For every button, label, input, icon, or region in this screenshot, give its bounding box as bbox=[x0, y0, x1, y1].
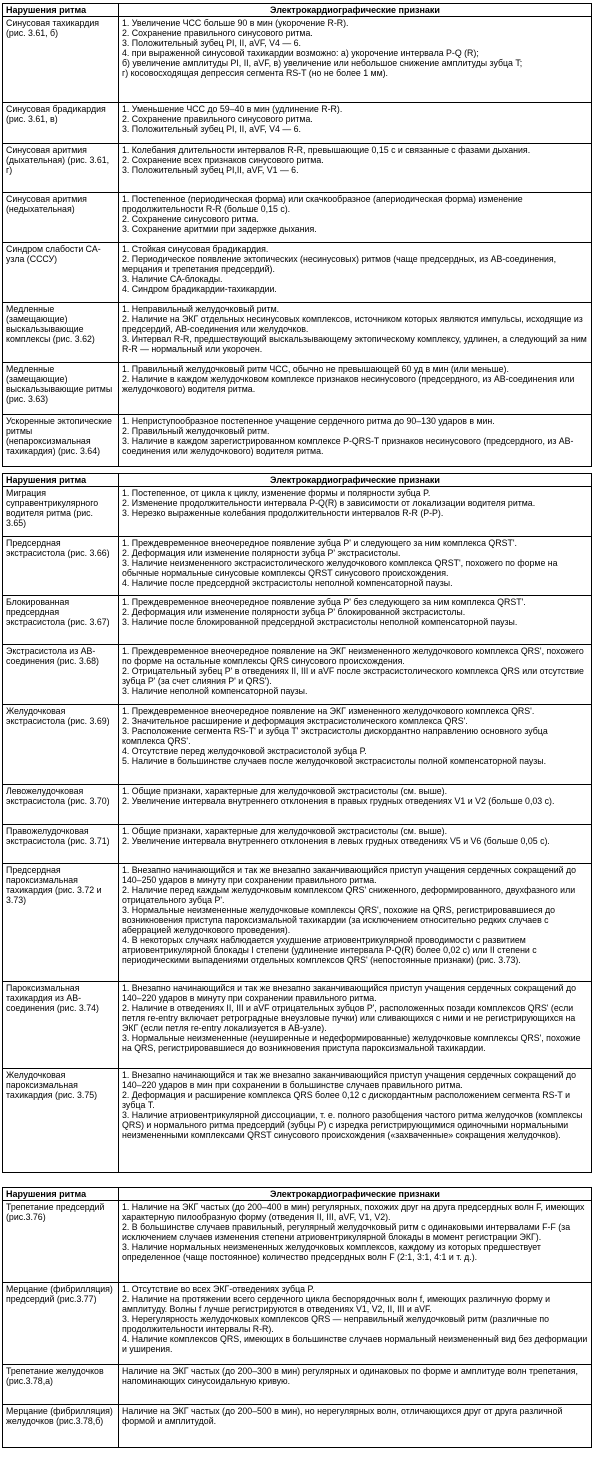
table-row bbox=[3, 825, 592, 864]
ecg-signs bbox=[119, 705, 592, 785]
sign-line: 1. Постепенное (периодическая форма) или скачкообразное (апериодическая форма) изменение продолжительности R-R (больше 0,15 с). bbox=[122, 194, 523, 215]
sign-line: 1. Неприступообразное постепенное учащение сердечного ритма до 90–130 ударов в мин. bbox=[122, 416, 495, 427]
rhythm-name: Синусовая тахикардия (рис. 3.61, б) bbox=[3, 17, 119, 103]
sign-line: 2. Сохранение всех признаков синусового ритма. bbox=[122, 155, 324, 166]
sign-line: 2. Правильный желудочковый ритм. bbox=[122, 426, 270, 437]
sign-line: 2. Периодическое появление эктопических (несинусовых) ритмов (чаще предсердных, из АВ-соединения, мерцания и трепетания предсердий). bbox=[122, 254, 557, 275]
ecg-signs bbox=[119, 415, 592, 467]
sign-line: 3. Нормальные неизмененные желудочковые комплексы QRS', похожие на QRS, регистрировавшиеся до возникновения приступа пароксизмальной тахикардии (за исключением относительно редких случаев с аберрацией желудочкового проведения). bbox=[122, 905, 556, 936]
ecg-signs bbox=[119, 17, 592, 103]
table-row bbox=[3, 193, 592, 243]
sign-line: 3. Расположение сегмента RS-T' и зубца T' экстрасистолы дискордантно направлению основного зубца комплекса QRS'. bbox=[122, 726, 548, 747]
sign-line: 2. Деформация или изменение полярности зубца P' экстрасистолы. bbox=[122, 548, 401, 559]
sign-line: 4. при выраженной синусовой тахикардии возможно: а) укорочение интервала P-Q (R); bbox=[122, 48, 479, 59]
ecg-signs bbox=[119, 645, 592, 705]
sign-line: 4. Наличие комплексов QRS, имеющих в большинстве случаев нормальный неизмененный вид без деформации и уширения. bbox=[122, 1334, 588, 1355]
sign-line: 2. Значительное расширение и деформация экстрасистолического комплекса QRS'. bbox=[122, 716, 468, 727]
table-row bbox=[3, 1201, 592, 1283]
sign-line: 2. Наличие в каждом желудочковом комплексе признаков несинусового (предсердного, из АВ-соединения или желудочкового) водителя ритма. bbox=[122, 374, 575, 395]
arrhythmia-table-2 bbox=[2, 473, 592, 1173]
rhythm-name: Медленные (замещающие) выскальзывающие комплексы (рис. 3.62) bbox=[3, 303, 119, 363]
rhythm-name: Мерцание (фибрилляция) желудочков (рис.3.78,б) bbox=[3, 1405, 119, 1448]
rhythm-name: Синусовая аритмия (недыхательная) bbox=[3, 193, 119, 243]
table-row bbox=[3, 1069, 592, 1173]
table-row bbox=[3, 103, 592, 144]
ecg-signs bbox=[119, 596, 592, 645]
sign-line: 3. Наличие неизмененного экстрасистолического желудочкового комплекса QRST', похожего по форме на обычные нормальные синусовые комплексы QRST синусового происхождения. bbox=[122, 558, 558, 579]
ecg-signs bbox=[119, 1365, 592, 1405]
ecg-signs bbox=[119, 487, 592, 537]
sign-line: 1. Преждевременное внеочередное появление зубца P' без следующего за ним комплекса QRST'. bbox=[122, 597, 526, 608]
table-row bbox=[3, 645, 592, 705]
sign-line: 3. Интервал R-R, предшествующий выскальзывающему эктопическому комплексу, удлинен, а следующий за ним R-R — нормальный или укорочен. bbox=[122, 334, 587, 355]
rhythm-name: Блокированная предсердная экстрасистола (рис. 3.67) bbox=[3, 596, 119, 645]
table-header-row bbox=[3, 1188, 592, 1201]
ecg-signs bbox=[119, 785, 592, 825]
sign-line: 1. Внезапно начинающийся и так же внезапно заканчивающийся приступ учащения сердечных сокращений до 140–220 ударов в минуту при сохранении правильного ритма. bbox=[122, 983, 577, 1004]
sign-line: 1. Внезапно начинающийся и так же внезапно заканчивающийся приступ учащения сердечных сокращений до 140–220 ударов в мин при сохранении в большинстве случаев правильного ритма. bbox=[122, 1070, 577, 1091]
arrhythmia-table-1 bbox=[2, 3, 592, 467]
rhythm-name: Предсердная экстрасистола (рис. 3.66) bbox=[3, 537, 119, 596]
sign-line: 1. Правильный желудочковый ритм ЧСС, обычно не превышающей 60 уд в мин (или меньше). bbox=[122, 364, 509, 375]
ecg-signs bbox=[119, 193, 592, 243]
ecg-signs bbox=[119, 864, 592, 982]
ecg-signs bbox=[119, 1283, 592, 1365]
sign-line: 2. Увеличение интервала внутреннего отклонения в левых грудных отведениях V5 и V6 (больше 0,05 с). bbox=[122, 836, 550, 847]
table-row bbox=[3, 537, 592, 596]
sign-line: 1. Общие признаки, характерные для желудочковой экстрасистолы (см. выше). bbox=[122, 826, 448, 837]
sign-line: 3. Нерезко выраженные колебания продолжительности интервалов R-R (P-P). bbox=[122, 508, 444, 519]
sign-line: 3. Наличие атриовентрикулярной диссоциации, т. е. полного разобщения частого ритма желудочков (комплексы QRS) и нормального ритма предсердий (зубцы P) с изредка регистрирующимися одиночными нормальными неизмененными комплексами QRST синусового происхождения («захваченные» сокращения желудочков). bbox=[122, 1110, 583, 1141]
table-row bbox=[3, 785, 592, 825]
rhythm-name: Мерцание (фибрилляция) предсердий (рис.3.77) bbox=[3, 1283, 119, 1365]
sign-line: Наличие на ЭКГ частых (до 200–500 в мин), но нерегулярных волн, отличающихся друг от друга различной формой и амплитудой. bbox=[122, 1406, 563, 1427]
sign-line: 3. Нормальные неизмененные (неуширенные и недеформированные) желудочковые комплексы QRS', похожие на QRS, регистрировавшиеся до возникновения приступа пароксизмальной тахикардии. bbox=[122, 1033, 581, 1054]
sign-line: 2. Деформация или изменение полярности зубца P' блокированной экстрасистолы. bbox=[122, 607, 466, 618]
sign-line: 1. Постепенное, от цикла к циклу, изменение формы и полярности зубца P. bbox=[122, 488, 431, 499]
sign-line: 2. Сохранение правильного синусового ритма. bbox=[122, 114, 313, 125]
sign-line: 1. Преждевременное внеочередное появление на ЭКГ неизмененного желудочкового комплекса QRS', похожего по форме на остальные комплексы QRS синусового происхождения. bbox=[122, 646, 584, 667]
header-rhythm-disorder: Нарушения ритма bbox=[3, 4, 119, 17]
rhythm-name: Миграция суправентрикулярного водителя ритма (рис. 3.65) bbox=[3, 487, 119, 537]
rhythm-name: Ускоренные эктопические ритмы (непароксизмальная тахикардия) (рис. 3.64) bbox=[3, 415, 119, 467]
ecg-signs bbox=[119, 825, 592, 864]
sign-line: 1. Преждевременное внеочередное появление на ЭКГ измененного желудочкового комплекса QRS'. bbox=[122, 706, 535, 717]
rhythm-name: Левожелудочковая экстрасистола (рис. 3.70) bbox=[3, 785, 119, 825]
header-ecg-signs: Электрокардиографические признаки bbox=[119, 474, 592, 487]
table-row bbox=[3, 17, 592, 103]
sign-line: 4. Синдром брадикардии-тахикардии. bbox=[122, 284, 277, 295]
rhythm-name: Предсердная пароксизмальная тахикардия (рис. 3.72 и 3.73) bbox=[3, 864, 119, 982]
header-rhythm-disorder: Нарушения ритма bbox=[3, 1188, 119, 1201]
sign-line: 3. Положительный зубец PI, II, aVF, V4 — 6. bbox=[122, 124, 301, 135]
sign-line: 2. Сохранение правильного синусового ритма. bbox=[122, 28, 313, 39]
sign-line: 2. Наличие на протяжении всего сердечного цикла беспорядочных волн f, имеющих различную форму и амплитуду. Волны f лучше регистрируются в отведениях V1, V2, II, III и aVF. bbox=[122, 1294, 550, 1315]
sign-line: 3. Наличие СА-блокады. bbox=[122, 274, 223, 285]
table-row bbox=[3, 243, 592, 303]
sign-line: 4. Отсутствие перед желудочковой экстрасистолой зубца P. bbox=[122, 746, 367, 757]
sign-line: 4. Наличие после предсердной экстрасистолы неполной компенсаторной паузы. bbox=[122, 578, 453, 589]
sign-line: 2. Увеличение интервала внутреннего отклонения в правых грудных отведениях V1 и V2 (больше 0,03 с). bbox=[122, 796, 555, 807]
header-ecg-signs: Электрокардиографические признаки bbox=[119, 1188, 592, 1201]
sign-line: 2. Сохранение синусового ритма. bbox=[122, 214, 259, 225]
sign-line: 3. Положительный зубец PI, II, aVF, V4 — 6. bbox=[122, 38, 301, 49]
table-row bbox=[3, 363, 592, 415]
rhythm-name: Пароксизмальная тахикардия из АВ-соединения (рис. 3.74) bbox=[3, 982, 119, 1069]
sign-line: б) увеличение амплитуды PI, II, aVF, в) увеличение или небольшое снижение амплитуды зубца T; bbox=[122, 58, 523, 69]
sign-line: 3. Наличие неполной компенсаторной паузы. bbox=[122, 686, 308, 697]
rhythm-name: Синдром слабости СА-узла (СССУ) bbox=[3, 243, 119, 303]
sign-line: 2. Отрицательный зубец P' в отведениях II, III и aVF после экстрасистолического комплекса QRS или отсутствие зубца P' (за счет слияния P' и QRS'). bbox=[122, 666, 584, 687]
rhythm-name: Желудочковая экстрасистола (рис. 3.69) bbox=[3, 705, 119, 785]
sign-line: 1. Неправильный желудочковый ритм. bbox=[122, 304, 280, 315]
ecg-signs bbox=[119, 1405, 592, 1448]
ecg-signs bbox=[119, 303, 592, 363]
sign-line: 4. В некоторых случаях наблюдается ухудшение атриовентрикулярной проводимости с развитием атриовентрикулярной блокады I степени (удлинение интервала P-Q(R) более 0,02 с) или II степени с периодическими выпадениями отдельных комплексов QRS' (непостоянные признаки) (рис. 3.73). bbox=[122, 935, 537, 966]
ecg-signs bbox=[119, 144, 592, 193]
ecg-signs bbox=[119, 243, 592, 303]
sign-line: 2. Изменение продолжительности интервала P-Q(R) в зависимости от локализации водителя ритма. bbox=[122, 498, 536, 509]
sign-line: 3. Нерегулярность желудочковых комплексов QRS — неправильный желудочковый ритм (различные по продолжительности интервалы R-R). bbox=[122, 1314, 550, 1335]
sign-line: 3. Наличие в каждом зарегистрированном комплексе P-QRS-T признаков несинусового (предсердного, из АВ-соединения или желудочкового) водителя ритма. bbox=[122, 436, 574, 457]
rhythm-name: Трепетание предсердий (рис.3.76) bbox=[3, 1201, 119, 1283]
rhythm-name: Желудочковая пароксизмальная тахикардия (рис. 3.75) bbox=[3, 1069, 119, 1173]
sign-line: 1. Колебания длительности интервалов R-R, превышающие 0,15 с и связанные с фазами дыхания. bbox=[122, 145, 531, 156]
sign-line: 1. Преждевременное внеочередное появление зубца P' и следующего за ним комплекса QRST'. bbox=[122, 538, 517, 549]
ecg-signs bbox=[119, 103, 592, 144]
sign-line: 2. В большинстве случаев правильный, регулярный желудочковый ритм с одинаковыми интервалами F-F (за исключением случаев изменения степени атриовентрикулярной блокады в момент регистрации ЭКГ). bbox=[122, 1222, 571, 1243]
table-header-row bbox=[3, 474, 592, 487]
sign-line: 2. Наличие в отведениях II, III и aVF отрицательных зубцов P', расположенных позади комплексов QRS' (если петля re-entry включает ретроградные внеузловые пучки) или сливающихся с ними и не регистрирующихся на ЭКГ (если петля re-entry локализуется в АВ-узле). bbox=[122, 1003, 576, 1034]
rhythm-name: Экстрасистола из АВ-соединения (рис. 3.68) bbox=[3, 645, 119, 705]
sign-line: 1. Отсутствие во всех ЭКГ-отведениях зубца P. bbox=[122, 1284, 315, 1295]
sign-line: Наличие на ЭКГ частых (до 200–300 в мин) регулярных и одинаковых по форме и амплитуде волн трепетания, напоминающих синусоидальную кривую. bbox=[122, 1366, 578, 1387]
table-row bbox=[3, 982, 592, 1069]
ecg-signs bbox=[119, 537, 592, 596]
ecg-signs bbox=[119, 1201, 592, 1283]
table-row bbox=[3, 415, 592, 467]
header-rhythm-disorder: Нарушения ритма bbox=[3, 474, 119, 487]
sign-line: 2. Наличие на ЭКГ отдельных несинусовых комплексов, источником которых являются импульсы, исходящие из предсердий, АВ-соединения или желудочков. bbox=[122, 314, 583, 335]
header-ecg-signs: Электрокардиографические признаки bbox=[119, 4, 592, 17]
rhythm-name: Медленные (замещающие) выскальзывающие ритмы (рис. 3.63) bbox=[3, 363, 119, 415]
table-row bbox=[3, 487, 592, 537]
table-row bbox=[3, 144, 592, 193]
sign-line: 3. Сохранение аритмии при задержке дыхания. bbox=[122, 224, 317, 235]
sign-line: 3. Положительный зубец PI,II, aVF, V1 — 6. bbox=[122, 165, 299, 176]
rhythm-name: Правожелудочковая экстрасистола (рис. 3.71) bbox=[3, 825, 119, 864]
ecg-signs bbox=[119, 982, 592, 1069]
sign-line: 5. Наличие в большинстве случаев после желудочковой экстрасистолы полной компенсаторной паузы. bbox=[122, 756, 547, 767]
sign-line: 1. Наличие на ЭКГ частых (до 200–400 в мин) регулярных, похожих друг на друга предсердных волн F, имеющих характерную пилообразную форму (отведения II, III, aVF, V1, V2). bbox=[122, 1202, 585, 1223]
sign-line: 3. Наличие после блокированной предсердной экстрасистолы неполной компенсаторной паузы. bbox=[122, 617, 518, 628]
sign-line: 2. Деформация и расширение комплекса QRS более 0,12 с дискордантным расположением сегмента RS-T и зубца T. bbox=[122, 1090, 570, 1111]
table-row bbox=[3, 864, 592, 982]
sign-line: 1. Увеличение ЧСС больше 90 в мин (укорочение R-R). bbox=[122, 18, 349, 29]
table-row bbox=[3, 1283, 592, 1365]
ecg-signs bbox=[119, 1069, 592, 1173]
rhythm-name: Трепетание желудочков (рис.3.78,а) bbox=[3, 1365, 119, 1405]
table-row bbox=[3, 1405, 592, 1448]
ecg-signs bbox=[119, 363, 592, 415]
sign-line: 1. Стойкая синусовая брадикардия. bbox=[122, 244, 269, 255]
rhythm-name: Синусовая аритмия (дыхательная) (рис. 3.61, г) bbox=[3, 144, 119, 193]
sign-line: 1. Общие признаки, характерные для желудочковой экстрасистолы (см. выше). bbox=[122, 786, 448, 797]
table-row bbox=[3, 705, 592, 785]
sign-line: 1. Уменьшение ЧСС до 59–40 в мин (удлинение R-R). bbox=[122, 104, 343, 115]
table-row bbox=[3, 303, 592, 363]
table-row bbox=[3, 1365, 592, 1405]
table-header-row bbox=[3, 4, 592, 17]
sign-line: 1. Внезапно начинающийся и так же внезапно заканчивающийся приступ учащения сердечных сокращений до 140–250 ударов в минуту при сохранении правильного ритма. bbox=[122, 865, 577, 886]
sign-line: г) косовосходящая депрессия сегмента RS-T (но не более 1 мм). bbox=[122, 68, 388, 79]
rhythm-name: Синусовая брадикардия (рис. 3.61, в) bbox=[3, 103, 119, 144]
sign-line: 2. Наличие перед каждым желудочковым комплексом QRS' сниженного, деформированного, двухфазного или отрицательного зубца P'. bbox=[122, 885, 576, 906]
arrhythmia-table-3 bbox=[2, 1187, 592, 1448]
sign-line: 3. Наличие нормальных неизмененных желудочковых комплексов, каждому из которых предшествует определенное (чаще постоянное) количество предсердных волн F (2:1, 3:1, 4:1 и т. д.). bbox=[122, 1242, 541, 1263]
table-row bbox=[3, 596, 592, 645]
